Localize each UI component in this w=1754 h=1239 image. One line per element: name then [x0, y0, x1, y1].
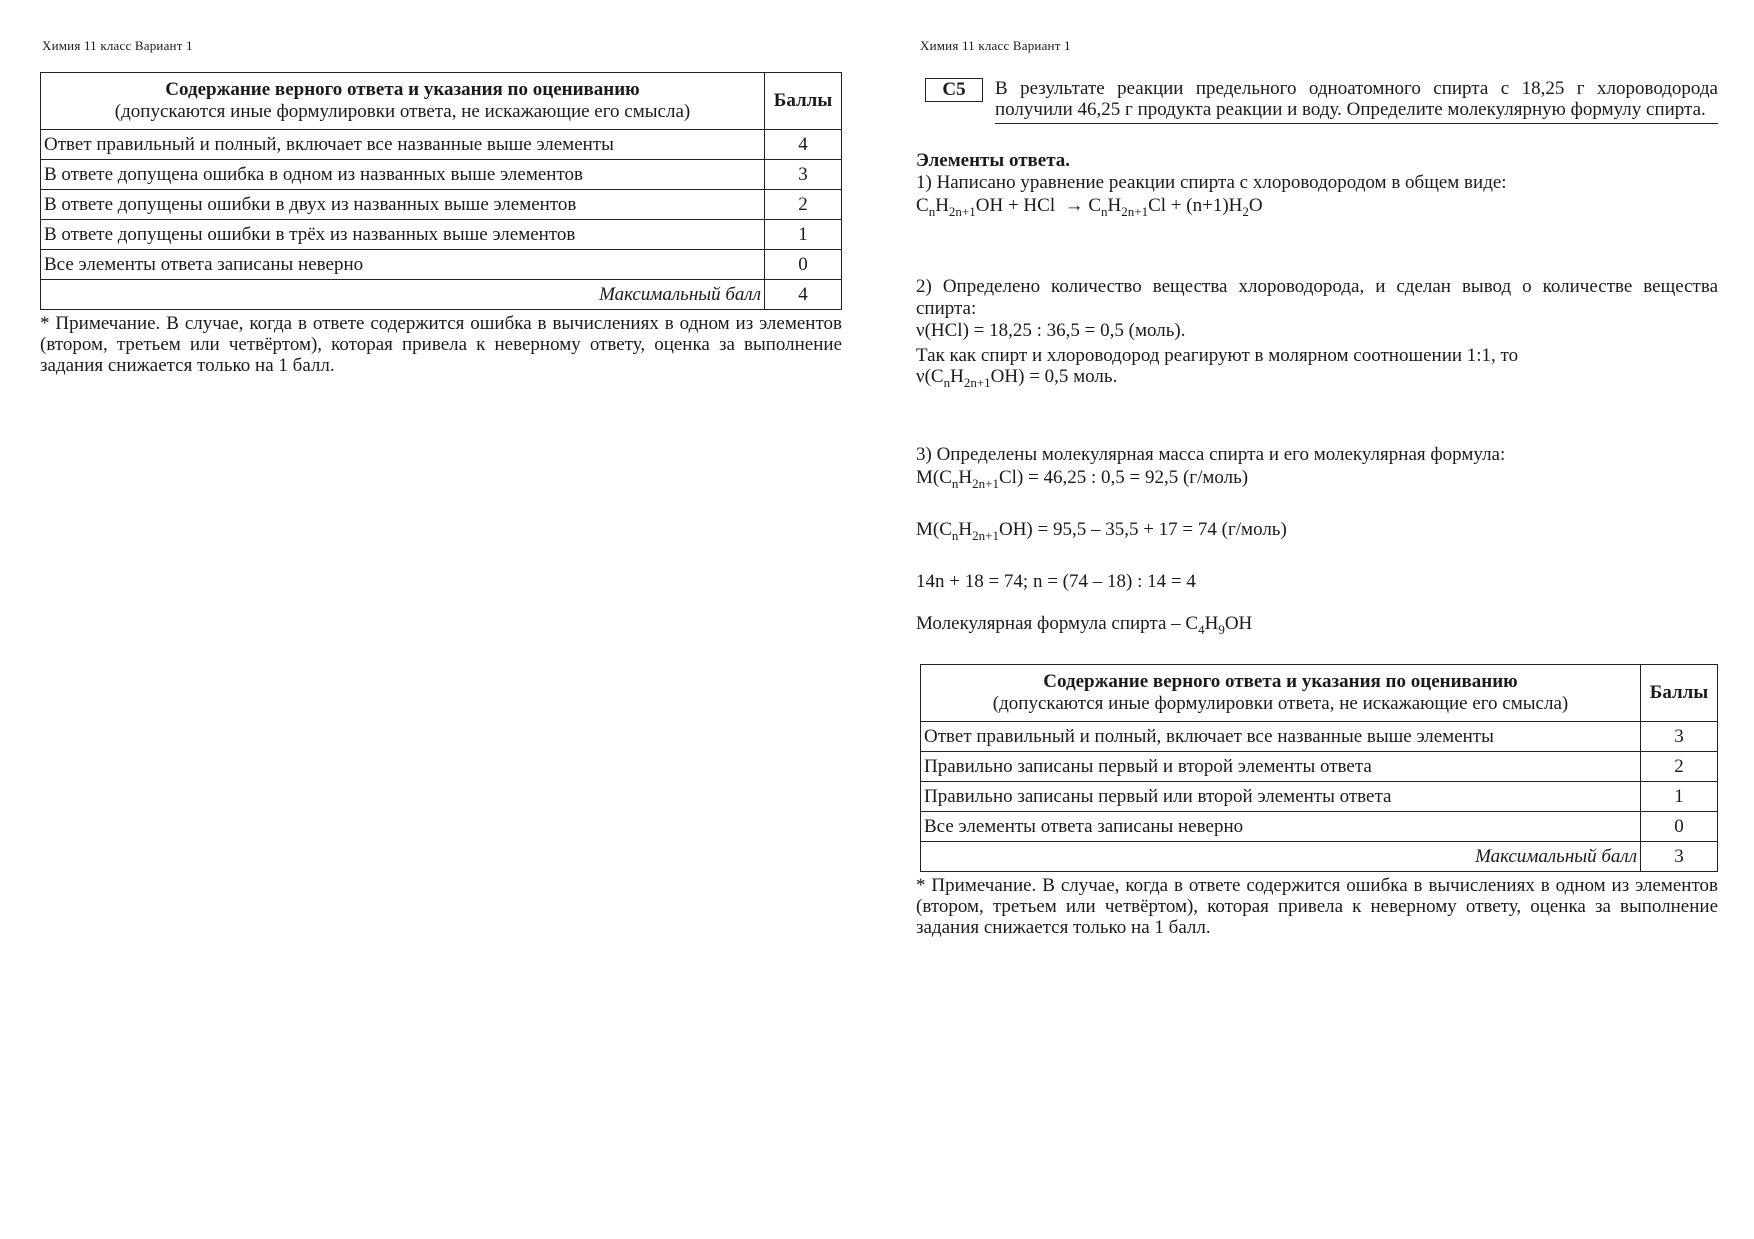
calc-m-oh: OH) = 95,5 – 35,5 + 17 = 74 (г/моль)	[998, 519, 1287, 540]
row-points: 2	[765, 190, 842, 220]
max-score-points: 3	[1641, 842, 1718, 872]
row-text: Все элементы ответа записаны неверно	[41, 250, 765, 280]
max-score-label: Максимальный балл	[41, 280, 765, 310]
step-3: 3) Определены молекулярная масса спирта и его молекулярная формула:	[916, 444, 1506, 465]
row-points: 3	[765, 160, 842, 190]
row-text: В ответе допущена ошибка в одном из названных выше элементов	[41, 160, 765, 190]
row-text: Правильно записаны первый или второй элементы ответа	[921, 782, 1641, 812]
table-header-points: Баллы	[1641, 665, 1718, 722]
table-header-content	[41, 73, 765, 130]
table-row	[41, 160, 842, 190]
molecular-formula: Молекулярная формула спирта – $C_4H_9OH$	[916, 613, 1253, 637]
calc-n: 14n + 18 = 74; n = (74 – 18) : 14 = 4	[916, 571, 1196, 592]
row-text: Правильно записаны первый и второй элементы ответа	[921, 752, 1641, 782]
row-points: 1	[765, 220, 842, 250]
page-header-right: Химия 11 класс Вариант 1	[920, 38, 1071, 53]
scoring-table-left	[40, 72, 842, 310]
max-score-points: 4	[765, 280, 842, 310]
table-header-bold: Содержание верного ответа и указания по оцениванию	[1043, 671, 1518, 692]
task-number-badge: C5	[925, 78, 983, 102]
task-text: В результате реакции предельного одноатомного спирта с 18,25 г хлороводорода получили 46,25 г продукта реакции и воду. Определите молекулярную формулу спирта.	[995, 78, 1718, 124]
table-header-bold: Содержание верного ответа и указания по оцениванию	[165, 79, 640, 100]
table-row	[41, 190, 842, 220]
table-header-sub: (допускаются иные формулировки ответа, не искажающие его смысла)	[992, 693, 1569, 714]
ratio-text: Так как спирт и хлороводород реагируют в молярном соотношении 1:1, то	[916, 345, 1519, 366]
molar-mass-alcohol: $M(C_nH_{2n+1}OH) = 95,5 - 35,5 + 17 = 74$ (г/моль)	[916, 519, 1287, 543]
table-row	[921, 752, 1718, 782]
row-points: 3	[1641, 722, 1718, 752]
task-c5	[916, 78, 1718, 124]
step-2: 2) Определено количество вещества хлороводорода, и сделан вывод о количестве вещества спирта:	[916, 276, 1718, 319]
reaction-equation: $C_nH_{2n+1}OH$ + HCl → $C_nH_{2n+1}Cl + (n+1)H_2O$	[916, 195, 1263, 219]
note-right: * Примечание. В случае, когда в ответе содержится ошибка в вычислениях в одном из элементов (втором, третьем или четвёртом), которая привела к неверному ответу, оценка за выполнение задания снижается только на 1 балл.	[916, 875, 1718, 938]
nu-hcl: ν(HCl) = 18,25 : 36,5 = 0,5 (моль).	[916, 320, 1186, 341]
row-points: 0	[765, 250, 842, 280]
row-points: 2	[1641, 752, 1718, 782]
calc-m-cl: ) = 46,25 : 0,5 = 92,5 (г/моль)	[1016, 467, 1249, 488]
answer-elements	[916, 150, 1718, 938]
step-1: 1) Написано уравнение реакции спирта с хлороводородом в общем виде:	[916, 172, 1507, 193]
table-header-row	[921, 665, 1718, 722]
table-row	[921, 722, 1718, 752]
page-header-left: Химия 11 класс Вариант 1	[42, 38, 193, 53]
table-row	[921, 812, 1718, 842]
note-left: * Примечание. В случае, когда в ответе содержится ошибка в вычислениях в одном из элементов (втором, третьем или четвёртом), которая привела к неверному ответу, оценка за выполнение задания снижается только на 1 балл.	[40, 313, 842, 376]
table-row	[41, 220, 842, 250]
table-header-row	[41, 73, 842, 130]
nu-alcohol: $\nu(C_nH_{2n+1}OH) = 0,5$ моль.	[916, 366, 1118, 390]
row-text: В ответе допущены ошибки в трёх из названных выше элементов	[41, 220, 765, 250]
table-row	[41, 250, 842, 280]
row-text: Ответ правильный и полный, включает все названные выше элементы	[921, 722, 1641, 752]
table-max-row	[921, 842, 1718, 872]
row-text: В ответе допущены ошибки в двух из названных выше элементов	[41, 190, 765, 220]
elements-title: Элементы ответа.	[916, 150, 1071, 171]
max-score-label: Максимальный балл	[921, 842, 1641, 872]
scoring-table-right	[920, 664, 1718, 872]
table-row	[41, 130, 842, 160]
row-points: 0	[1641, 812, 1718, 842]
molar-mass-chloride: $M(C_nH_{2n+1}Cl) = 46,25$ : 0,5 = 92,5 (г/моль)	[916, 467, 1249, 491]
table-header-content	[921, 665, 1641, 722]
table-header-sub: (допускаются иные формулировки ответа, не искажающие его смысла)	[114, 101, 691, 122]
table-header-points: Баллы	[765, 73, 842, 130]
row-text: Все элементы ответа записаны неверно	[921, 812, 1641, 842]
row-points: 1	[1641, 782, 1718, 812]
table-max-row	[41, 280, 842, 310]
left-page	[40, 72, 842, 376]
formula-label: Молекулярная формула спирта –	[916, 613, 1186, 634]
row-points: 4	[765, 130, 842, 160]
table-row	[921, 782, 1718, 812]
row-text: Ответ правильный и полный, включает все названные выше элементы	[41, 130, 765, 160]
